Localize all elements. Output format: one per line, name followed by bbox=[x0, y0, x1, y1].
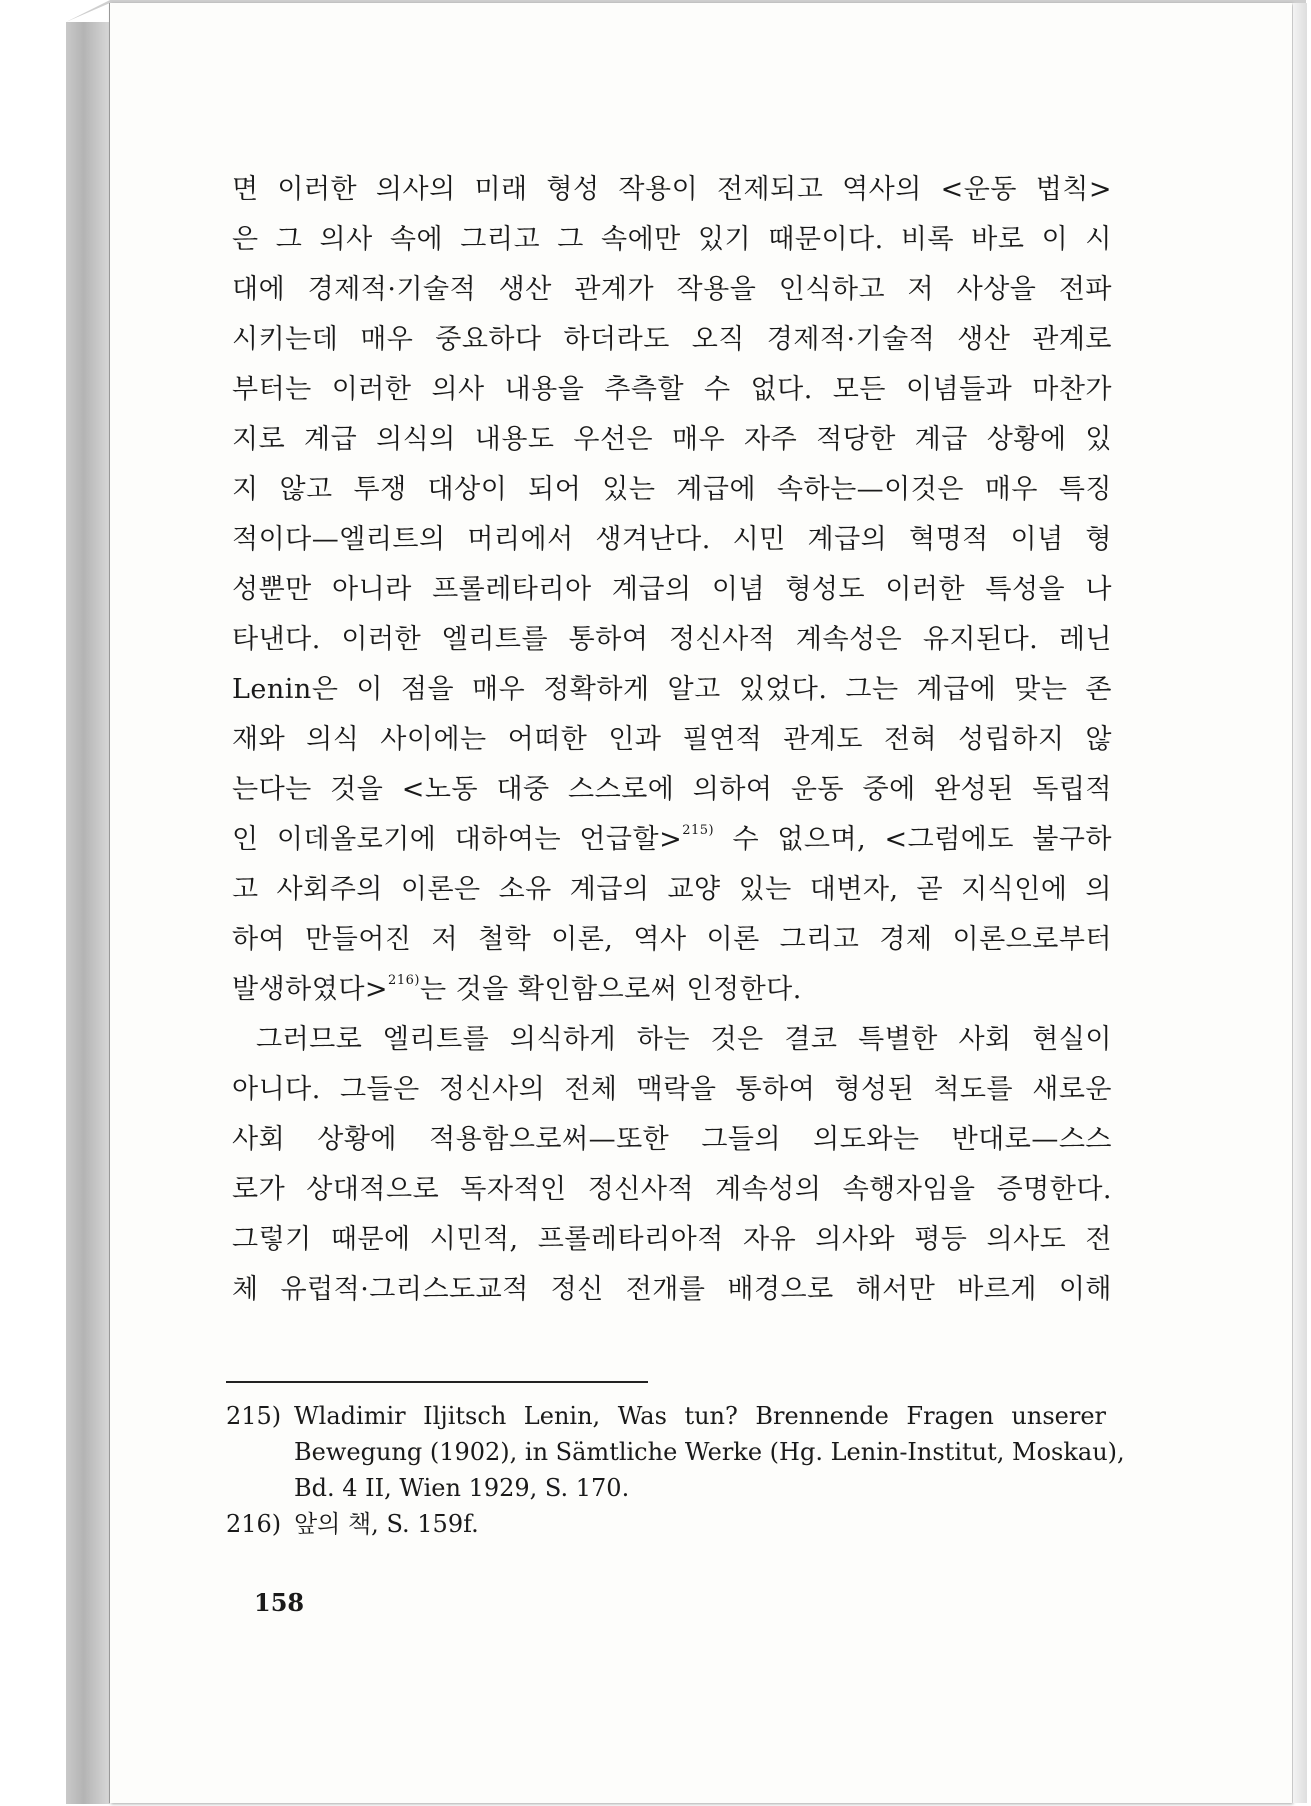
footnote-ref-215[interactable]: 215) bbox=[682, 823, 715, 838]
text-line: Lenin은 이 점을 매우 정확하게 알고 있었다. 그는 계급에 맞는 존 bbox=[232, 674, 1112, 705]
footnote-216 bbox=[226, 1506, 1106, 1542]
text-line: 체 유럽적·그리스도교적 정신 전개를 배경으로 해서만 바르게 이해 bbox=[232, 1274, 1112, 1305]
footnote-line: Bewegung (1902), in Sämtliche Werke (Hg. Lenin-Institut, Moskau), bbox=[294, 1438, 1125, 1466]
page-number: 158 bbox=[254, 1588, 305, 1617]
text-line: 그렇기 때문에 시민적, 프롤레타리아적 자유 의사와 평등 의사도 전 bbox=[232, 1224, 1112, 1255]
text-line: 아니다. 그들은 정신사의 전체 맥락을 통하여 형성된 척도를 새로운 bbox=[232, 1074, 1112, 1105]
text-line: 사회 상황에 적용함으로써—또한 그들의 의도와는 반대로—스스 bbox=[232, 1124, 1112, 1155]
text-segment: 발생하였다> bbox=[232, 974, 389, 1005]
text-line: 부터는 이러한 의사 내용을 추측할 수 없다. 모든 이념들과 마찬가 bbox=[232, 374, 1112, 405]
footnotes bbox=[226, 1398, 1125, 1542]
text-line: 면 이러한 의사의 미래 형성 작용이 전제되고 역사의 <운동 법칙> bbox=[232, 174, 1112, 205]
text-line: 지 않고 투쟁 대상이 되어 있는 계급에 속하는—이것은 매우 특징 bbox=[232, 474, 1112, 505]
footnote-ref-216[interactable]: 216) bbox=[388, 973, 420, 988]
footnote-divider bbox=[226, 1381, 648, 1383]
footnote-number: 215) bbox=[226, 1402, 282, 1430]
text-line: 고 사회주의 이론은 소유 계급의 교양 있는 대변자, 곧 지식인에 의 bbox=[232, 874, 1112, 905]
text-segment: 인 이데올로기에 대하여는 언급할> bbox=[232, 824, 683, 855]
text-line: 은 그 의사 속에 그리고 그 속에만 있기 때문이다. 비록 바로 이 시 bbox=[232, 224, 1112, 255]
footnote-line: 앞의 책, S. 159f. bbox=[294, 1510, 479, 1538]
footnote-line: Bd. 4 II, Wien 1929, S. 170. bbox=[294, 1474, 630, 1502]
text-line: 적이다—엘리트의 머리에서 생겨난다. 시민 계급의 혁명적 이념 형 bbox=[232, 524, 1112, 555]
text-line: 로가 상대적으로 독자적인 정신사적 계속성의 속행자임을 증명한다. bbox=[232, 1174, 1112, 1205]
text-line bbox=[232, 815, 1112, 865]
text-line: 지로 계급 의식의 내용도 우선은 매우 자주 적당한 계급 상황에 있 bbox=[232, 424, 1112, 455]
text-line: 대에 경제적·기술적 생산 관계가 작용을 인식하고 저 사상을 전파 bbox=[232, 274, 1112, 305]
footnote-215 bbox=[226, 1398, 1125, 1506]
text-line: 재와 의식 사이에는 어떠한 인과 필연적 관계도 전혀 성립하지 않 bbox=[232, 724, 1112, 755]
text-line: 는다는 것을 <노동 대중 스스로에 의하여 운동 중에 완성된 독립적 bbox=[232, 774, 1112, 805]
text-segment: 수 없으며, <그럼에도 불구하 bbox=[714, 824, 1112, 855]
body-text bbox=[232, 165, 1112, 1315]
footnote-number: 216) bbox=[226, 1510, 282, 1538]
text-line: 성뿐만 아니라 프롤레타리아 계급의 이념 형성도 이러한 특성을 나 bbox=[232, 574, 1112, 605]
page-edge bbox=[1293, 3, 1307, 1803]
footnote-line: Wladimir Iljitsch Lenin, Was tun? Brennende Fragen unserer bbox=[294, 1402, 1106, 1430]
text-line: 그러므로 엘리트를 의식하게 하는 것은 결코 특별한 사회 현실이 bbox=[256, 1024, 1112, 1055]
text-line: 하여 만들어진 저 철학 이론, 역사 이론 그리고 경제 이론으로부터 bbox=[232, 924, 1112, 955]
text-line: 시키는데 매우 중요하다 하더라도 오직 경제적·기술적 생산 관계로 bbox=[232, 324, 1112, 355]
text-segment: 는 것을 확인함으로써 인정한다. bbox=[419, 974, 802, 1005]
text-line bbox=[232, 965, 1112, 1015]
book-spine bbox=[66, 22, 110, 1804]
text-line: 타낸다. 이러한 엘리트를 통하여 정신사적 계속성은 유지된다. 레닌 bbox=[232, 624, 1112, 655]
